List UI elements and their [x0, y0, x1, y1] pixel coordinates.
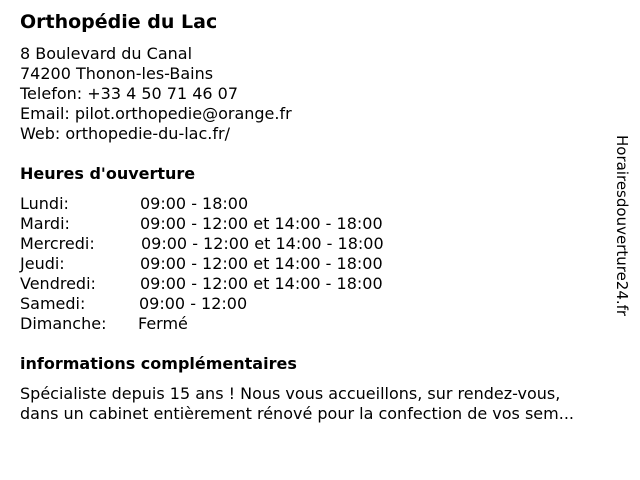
description-text	[20, 384, 626, 424]
description-line-2: dans un cabinet entièrement rénové pour la confection de vos sem...	[20, 404, 574, 423]
hours-heading: Heures d'ouverture	[20, 164, 196, 183]
time-value: 09:00 - 12:00	[139, 294, 248, 313]
website-link[interactable]: Web: orthopedie-du-lac.fr/	[20, 124, 230, 143]
day-label: Lundi:	[20, 194, 69, 213]
time-value: Fermé	[138, 314, 188, 333]
day-label: Vendredi:	[20, 274, 96, 293]
site-watermark: Horairesdouverture24.fr	[613, 135, 631, 317]
email-address[interactable]: Email: pilot.orthopedie@orange.fr	[20, 104, 292, 123]
info-heading: informations complémentaires	[20, 354, 297, 373]
time-value: 09:00 - 12:00 et 14:00 - 18:00	[140, 214, 383, 233]
time-value: 09:00 - 12:00 et 14:00 - 18:00	[140, 274, 383, 293]
time-value: 09:00 - 18:00	[140, 194, 249, 213]
day-label: Dimanche:	[20, 314, 107, 333]
description-line-1: Spécialiste depuis 15 ans ! Nous vous accueillons, sur rendez-vous,	[20, 384, 561, 403]
city-address: 74200 Thonon-les-Bains	[20, 64, 214, 83]
day-label: Mercredi:	[20, 234, 95, 253]
phone-number[interactable]: Telefon: +33 4 50 71 46 07	[20, 84, 239, 103]
day-label: Samedi:	[20, 294, 86, 313]
time-value: 09:00 - 12:00 et 14:00 - 18:00	[140, 254, 383, 273]
business-name: Orthopédie du Lac	[20, 11, 218, 33]
contact-block	[20, 44, 292, 144]
day-label: Jeudi:	[20, 254, 65, 273]
street-address: 8 Boulevard du Canal	[20, 44, 193, 63]
time-value: 09:00 - 12:00 et 14:00 - 18:00	[141, 234, 384, 253]
day-label: Mardi:	[20, 214, 70, 233]
